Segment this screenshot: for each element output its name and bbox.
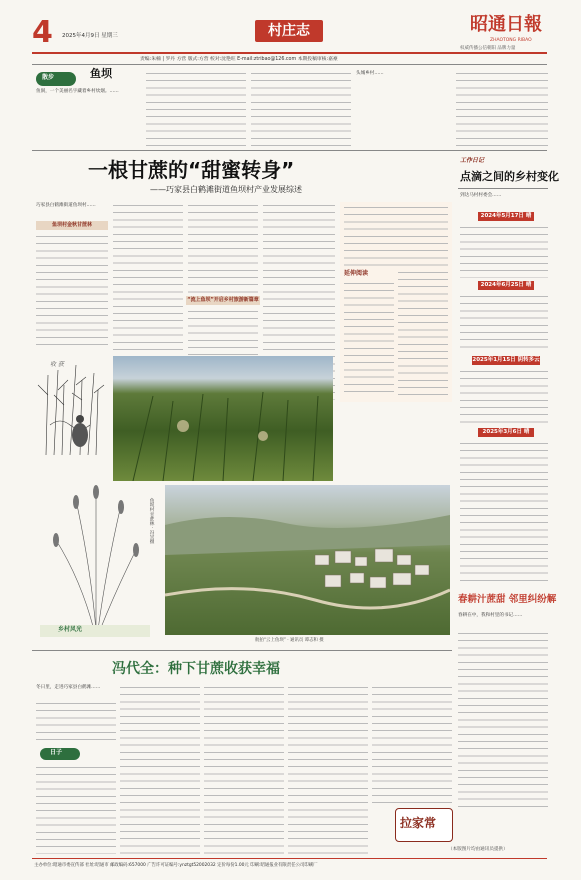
diary-entry-2	[460, 293, 548, 353]
footer-rule	[32, 858, 547, 859]
diary-tag: 工作日记	[460, 157, 485, 164]
paper-logo: 昭通日報	[470, 14, 542, 35]
header-rule	[32, 52, 547, 54]
footer-text: 主办单位:昭通市委宣传部 社址:昭通市 邮政编码:657000 广告许可证编号:ynztgt52002032 定价每份1.00元 印刷:昭通报业有限责任公司印刷厂	[34, 863, 318, 868]
diary-date-3: 2025年1月15日 阴转多云	[472, 357, 540, 363]
wheat-caption	[40, 625, 150, 637]
section-title: 村庄志	[268, 23, 310, 39]
bottom-body-col5	[372, 684, 452, 804]
main-subtitle: ——巧家县白鹤滩街道鱼坝村产业发展综述	[150, 185, 302, 194]
sidebar-body-2	[398, 204, 448, 398]
page-number: 4	[32, 15, 53, 50]
bottom-photo-caption: 航拍“云上鱼坝” · 通讯员 谭志和 摄	[255, 638, 324, 643]
essay-body-col2	[146, 70, 246, 146]
spring-title: 春耕汁蔗甜 邻里纠纷解	[458, 594, 557, 605]
bottom-body-col1	[36, 700, 116, 740]
village-aerial-photo	[165, 485, 450, 635]
main-body-col3	[188, 202, 258, 294]
main-body-col2	[113, 202, 183, 352]
essay-column: 散步	[42, 74, 55, 81]
wheat-illustration	[36, 480, 156, 630]
diary-date-1: 2024年5月17日 晴	[478, 212, 534, 221]
spring-body-2	[458, 630, 548, 810]
main-subhead-1: 鱼坝村金秋甘蔗林	[36, 221, 108, 230]
main-subhead-2: “流上鱼坝”开启乡村旅游新篇章	[187, 297, 259, 303]
essay-title: 鱼坝	[90, 67, 112, 80]
main-title: 一根甘蔗的“甜蜜转身”	[88, 158, 295, 182]
bottom-body-col2	[120, 684, 200, 854]
header-rule-2	[32, 64, 547, 65]
essay-body-col4: 头城乡村……	[356, 71, 384, 76]
diary-title-rule	[458, 188, 548, 189]
bottom-divider	[32, 650, 452, 651]
essay-body-col5	[456, 70, 548, 146]
main-body-col1: 巧家县白鹤滩街道鱼坝村……	[36, 203, 96, 208]
sugarcane-field-photo	[113, 356, 333, 481]
diary-date-2: 2024年6月25日 晴	[478, 281, 534, 290]
editor-line: 责编:朱楠 | 罗丹 方营 版式:方营 校对:沈艳旺 E-mail:ztribao@126.com 本期投稿审核:嘉豪	[140, 57, 338, 62]
bottom-body-col3	[204, 684, 284, 854]
bottom-body-col1b	[36, 764, 116, 854]
photo-caption-vertical: 鱼坝村甘蔗林 · 冯宗摄	[149, 498, 154, 544]
issue-date: 2025年4月9日 星期三	[62, 33, 118, 39]
main-body-col1b	[36, 233, 108, 351]
illustration-signature: 收 获	[50, 361, 64, 368]
spring-body: 春耕在中，我和村里的书记……	[458, 613, 523, 618]
village-view-label: 乡村风光	[58, 626, 83, 633]
bottom-body-col4	[288, 684, 368, 854]
chat-title: 拉家常	[400, 816, 437, 830]
diary-date-4: 2025年3月6日 晴	[478, 428, 534, 437]
diary-intro: 到达马村村委会……	[460, 193, 502, 198]
essay-divider	[32, 150, 547, 151]
bottom-title: 冯代全：种下甘蔗收获幸福	[112, 661, 280, 677]
harvest-illustration	[36, 355, 108, 475]
sidebar-body	[344, 280, 394, 398]
diary-title: 点滴之间的乡村变化	[460, 170, 559, 183]
bottom-column-label: 日子	[50, 749, 63, 756]
paper-slogan: 权威传播公信朝阳 品牌力量	[460, 46, 516, 51]
diary-entry-3	[460, 368, 548, 424]
photo-credit-note: （本版图片均由通讯员提供）	[448, 847, 508, 852]
diary-entry-1	[460, 224, 548, 278]
essay-body-col3	[251, 70, 351, 146]
bottom-body: 冬日里，走进巧家县白鹤滩……	[36, 685, 101, 690]
paper-pinyin: ZHAOTONG RIBAO	[490, 38, 532, 43]
essay-body: 鱼洞，一个美丽名字藏着乡村炊烟。……	[36, 89, 119, 94]
diary-entry-4	[460, 440, 548, 584]
sidebar-title: 延伸阅读	[344, 270, 369, 277]
